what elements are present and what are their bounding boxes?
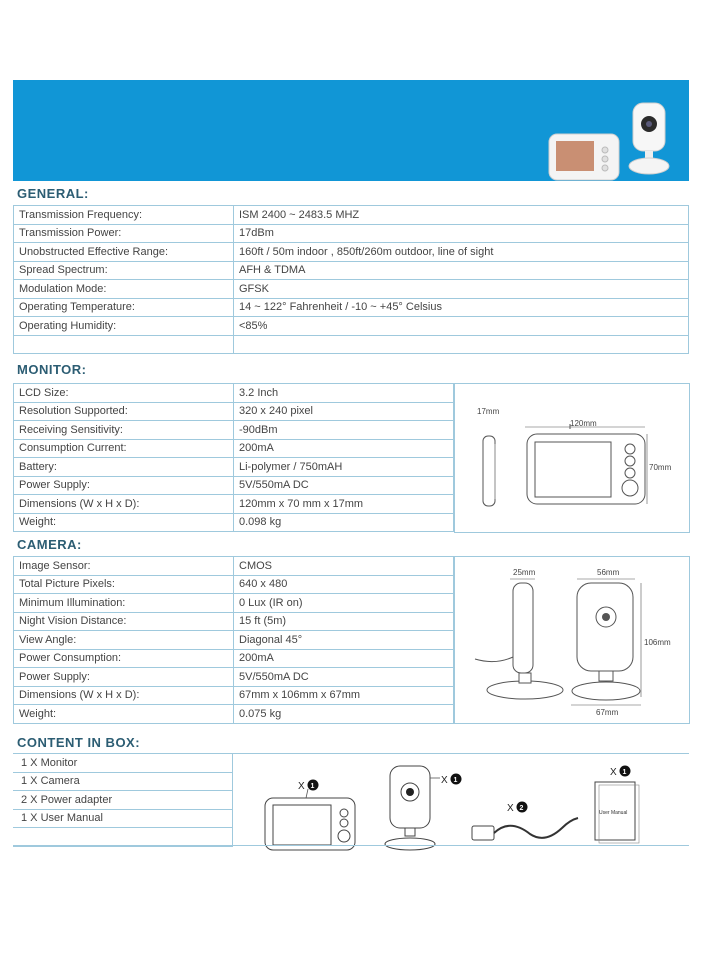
table-row [14,402,454,421]
monitor-diagram-box [454,383,690,533]
spec-value: 120mm x 70 mm x 17mm [234,495,454,514]
list-item [13,809,233,828]
table-row [14,280,689,299]
spec-key: Dimensions (W x H x D): [14,495,234,514]
spec-key: Weight: [14,705,234,724]
camera-top-width-label: 56mm [597,568,620,577]
spec-value: 5V/550mA DC [234,668,454,687]
table-row [14,439,454,458]
spec-key: Power Supply: [14,476,234,495]
spec-key: Operating Humidity: [14,317,234,336]
svg-text:X: X [298,781,305,792]
spec-key: Unobstructed Effective Range: [14,243,234,262]
spec-key: Transmission Power: [14,224,234,243]
camera-title: CAMERA: [17,537,82,552]
monitor-dimension-diagram [455,384,689,532]
camera-spec-table [13,556,454,724]
spec-value: 3.2 Inch [234,384,454,403]
table-row [14,668,454,687]
header-banner [13,80,689,181]
spec-value: GFSK [234,280,689,299]
table-row [14,261,689,280]
table-row [14,458,454,477]
spec-key: Battery: [14,458,234,477]
spec-value: Li-polymer / 750mAH [234,458,454,477]
spec-value: 14 ~ 122° Fahrenheit / -10 ~ +45° Celsius [234,298,689,317]
svg-text:1: 1 [622,769,627,776]
camera-diagram-box [454,556,690,724]
svg-text:X: X [507,803,514,814]
general-spec-table [13,205,689,354]
monitor-title: MONITOR: [17,362,87,377]
table-row [14,206,689,225]
spec-key: Power Consumption: [14,649,234,668]
spec-key: Modulation Mode: [14,280,234,299]
spec-value: 640 x 480 [234,575,454,594]
spec-value: AFH & TDMA [234,261,689,280]
power-adapter-item-image [472,802,578,841]
camera-dimension-diagram [455,557,689,723]
table-row [14,594,454,613]
spec-value: 0.075 kg [234,705,454,724]
spec-key: Weight: [14,513,234,532]
manual-cover-label: User Manual [599,810,628,816]
svg-text:2: 2 [519,805,524,812]
table-row [14,557,454,576]
box-item: 1 X Monitor [13,754,233,773]
spec-value: 0.098 kg [234,513,454,532]
spec-value: <85% [234,317,689,336]
table-row [14,612,454,631]
spec-key: Power Supply: [14,668,234,687]
spec-key: Dimensions (W x H x D): [14,686,234,705]
spec-key [14,335,234,354]
spec-key: Image Sensor: [14,557,234,576]
svg-text:X: X [610,767,617,778]
table-row [14,513,454,532]
monitor-width-label: 120mm [570,419,597,428]
monitor-height-label: 70mm [649,463,672,472]
spec-value: 320 x 240 pixel [234,402,454,421]
spec-key: Minimum Illumination: [14,594,234,613]
general-title: GENERAL: [17,186,89,201]
spec-value: -90dBm [234,421,454,440]
table-row [14,631,454,650]
spec-key: Night Vision Distance: [14,612,234,631]
table-row [14,224,689,243]
table-row [14,649,454,668]
list-item [13,828,233,847]
box-contents-illustration [240,756,688,852]
spec-value: 67mm x 106mm x 67mm [234,686,454,705]
box-item: 2 X Power adapter [13,791,233,810]
camera-depth-label: 25mm [513,568,536,577]
content-bottom-border [13,845,689,846]
table-row [14,317,689,336]
content-divider [233,753,689,754]
content-in-box-title: CONTENT IN BOX: [17,735,141,750]
table-row [14,575,454,594]
table-row [14,335,689,354]
list-item [13,754,233,773]
spec-value: 160ft / 50m indoor , 850ft/260m outdoor, line of sight [234,243,689,262]
spec-key: Consumption Current: [14,439,234,458]
camera-height-label: 106mm [644,638,671,647]
spec-value: 0 Lux (IR on) [234,594,454,613]
table-row [14,298,689,317]
spec-key: Operating Temperature: [14,298,234,317]
monitor-depth-label: 17mm [477,407,500,416]
user-manual-item-image [595,766,639,844]
spec-key: Spread Spectrum: [14,261,234,280]
spec-key: Total Picture Pixels: [14,575,234,594]
table-row [14,243,689,262]
spec-value: CMOS [234,557,454,576]
spec-value: 200mA [234,649,454,668]
spec-key: Resolution Supported: [14,402,234,421]
spec-value: 200mA [234,439,454,458]
list-item [13,772,233,791]
spec-value [234,335,689,354]
svg-text:X: X [441,775,448,786]
camera-item-image [385,766,462,850]
spec-value: 17dBm [234,224,689,243]
spec-value: Diagonal 45° [234,631,454,650]
spec-key: Receiving Sensitivity: [14,421,234,440]
table-row [14,476,454,495]
table-row [14,686,454,705]
table-row [14,384,454,403]
monitor-spec-table [13,383,454,532]
spec-value: 5V/550mA DC [234,476,454,495]
table-row [14,421,454,440]
box-item: 1 X Camera [13,772,233,791]
svg-text:1: 1 [310,783,315,790]
monitor-item-image [265,780,355,851]
table-row [14,495,454,514]
table-row [14,705,454,724]
spec-value: 15 ft (5m) [234,612,454,631]
spec-key: LCD Size: [14,384,234,403]
list-item [13,791,233,810]
svg-text:1: 1 [453,777,458,784]
content-in-box-list [13,753,233,847]
spec-key: View Angle: [14,631,234,650]
camera-base-width-label: 67mm [596,708,619,717]
product-image [529,80,689,181]
spec-key: Transmission Frequency: [14,206,234,225]
spec-value: ISM 2400 ~ 2483.5 MHZ [234,206,689,225]
box-item: 1 X User Manual [13,809,233,828]
